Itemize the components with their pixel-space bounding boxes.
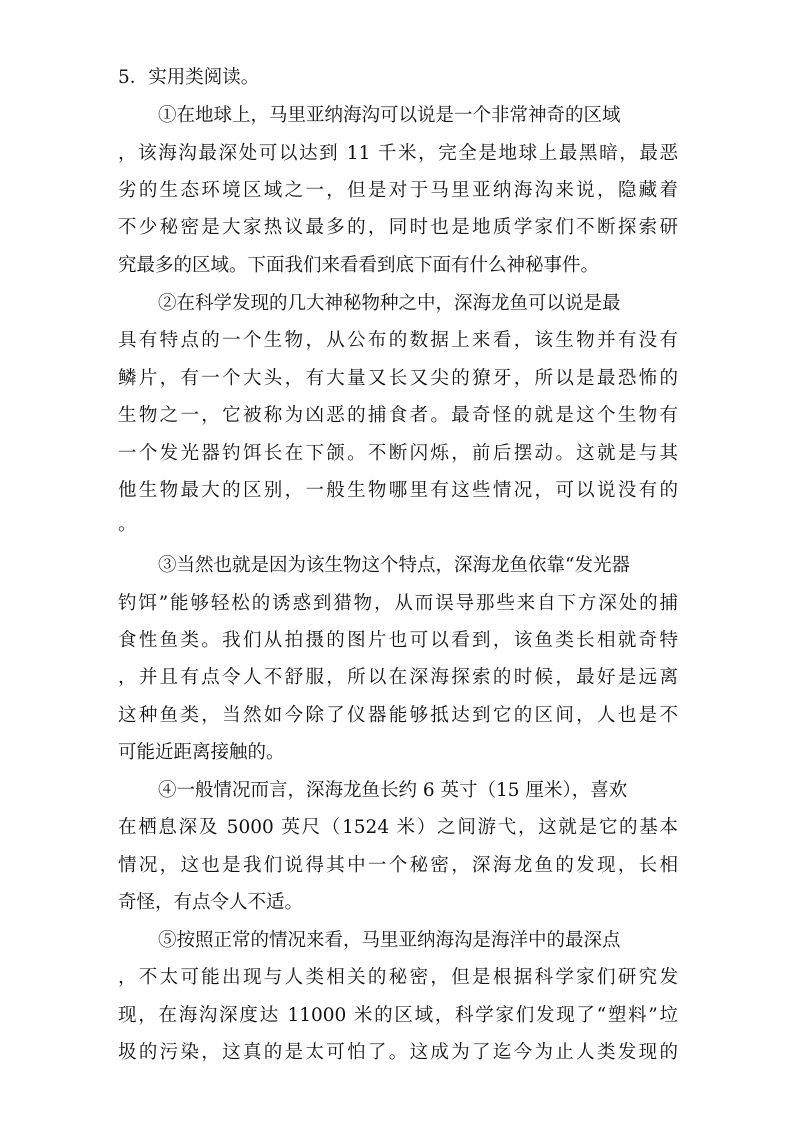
paragraph-1-line: 劣的生态环境区域之一，但是对于马里亚纳海沟来说，隐藏着 <box>118 180 678 201</box>
paragraph-5-line: 现，在海沟深度达 11000 米的区域，科学家们发现了“塑料”垃 <box>118 1005 678 1026</box>
paragraph-1-line: 不少秘密是大家热议最多的，同时也是地质学家们不断探索研 <box>118 217 678 238</box>
paragraph-3-line: 这种鱼类，当然如今除了仪器能够抵达到它的区间，人也是不 <box>118 705 678 726</box>
paragraph-2-line: 他生物最大的区别，一般生物哪里有这些情况，可以说没有的 <box>118 480 678 501</box>
paragraph-3-line: ，并且有点令人不舒服，所以在深海探索的时候，最好是远离 <box>118 667 678 688</box>
paragraph-2-line: 生物之一，它被称为凶恶的捕食者。最奇怪的就是这个生物有 <box>118 405 678 426</box>
question-heading: 5．实用类阅读。 <box>118 67 260 88</box>
paragraph-4-line: ④一般情况而言，深海龙鱼长约 6 英寸（15 厘米），喜欢 <box>158 780 628 801</box>
paragraph-1-line: ，该海沟最深处可以达到 11 千米，完全是地球上最黑暗，最恶 <box>118 143 678 164</box>
paragraph-1-line: ①在地球上，马里亚纳海沟可以说是一个非常神奇的区域 <box>158 105 621 126</box>
paragraph-2-line: 。 <box>118 514 137 535</box>
paragraph-5-line: 圾的污染，这真的是太可怕了。这成为了迄今为止人类发现的 <box>118 1042 678 1063</box>
paragraph-4-line: 奇怪，有点令人不适。 <box>118 892 304 913</box>
paragraph-5-line: ⑤按照正常的情况来看，马里亚纳海沟是海洋中的最深点 <box>158 930 621 951</box>
paragraph-3-line: ③当然也就是因为该生物这个特点，深海龙鱼依靠“发光器 <box>158 555 630 576</box>
paragraph-3-line: 钓饵”能够轻松的诱惑到猎物，从而误导那些来自下方深处的捕 <box>118 593 678 614</box>
paragraph-3-line: 食性鱼类。我们从拍摄的图片也可以看到，该鱼类长相就奇特 <box>118 630 678 651</box>
paragraph-5-line: ，不太可能出现与人类相关的秘密，但是根据科学家们研究发 <box>118 967 678 988</box>
paragraph-2-line: ②在科学发现的几大神秘物种之中，深海龙鱼可以说是最 <box>158 293 621 314</box>
paragraph-2-line: 一个发光器钓饵长在下颌。不断闪烁，前后摆动。这就是与其 <box>118 443 678 464</box>
paragraph-4-line: 在栖息深及 5000 英尺（1524 米）之间游弋，这就是它的基本 <box>118 817 678 838</box>
paragraph-1-line: 究最多的区域。下面我们来看看到底下面有什么神秘事件。 <box>118 255 600 276</box>
paragraph-3-line: 可能近距离接触的。 <box>118 742 285 763</box>
paragraph-4-line: 情况，这也是我们说得其中一个秘密，深海龙鱼的发现，长相 <box>118 855 678 876</box>
paragraph-2-line: 鳞片，有一个大头，有大量又长又尖的獠牙，所以是最恐怖的 <box>118 368 678 389</box>
paragraph-2-line: 具有特点的一个生物，从公布的数据上来看，该生物并有没有 <box>118 330 678 351</box>
